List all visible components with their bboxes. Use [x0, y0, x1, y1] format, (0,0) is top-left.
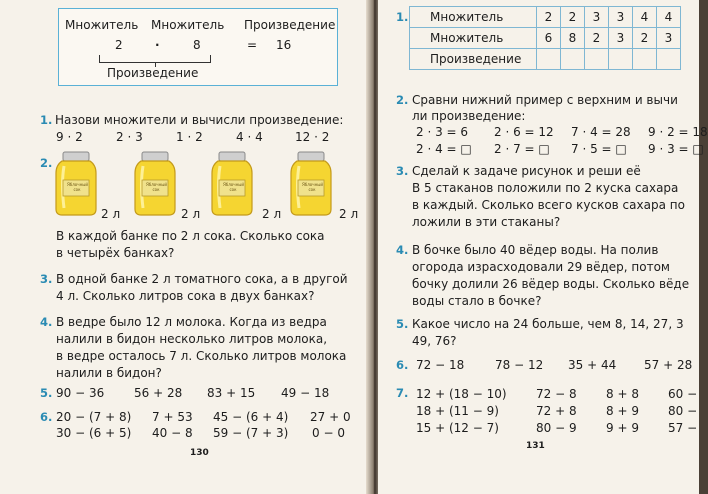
task-5-line: Какое число на 24 больше, чем 8, 14, 27, 3 — [412, 317, 684, 331]
jar-label: Яблочный сок — [67, 182, 88, 192]
task-6-item: 72 − 18 — [416, 358, 465, 372]
task-6-item: 35 + 44 — [568, 358, 617, 372]
task-5-item: 56 + 28 — [134, 386, 183, 400]
task-6-number: 6. — [396, 358, 409, 372]
table-cell: 3 — [609, 28, 633, 49]
jar-volume-label: 2 л — [339, 207, 359, 221]
task-4-line: В бочке было 40 вёдер воды. На полив — [412, 243, 659, 257]
scheme-bracket — [99, 55, 211, 63]
task-3-line: ложили в эти стаканы? — [412, 215, 561, 229]
task-2-item: 9 · 3 = □ — [648, 142, 704, 156]
table-cell: 6 — [537, 28, 561, 49]
task-2-item: 2 · 7 = □ — [494, 142, 550, 156]
task-1-item: 2 · 3 — [116, 130, 143, 144]
task-1-text: Назови множители и вычисли произведение: — [55, 113, 344, 127]
table-cell — [657, 49, 681, 70]
task-2-line: ли произведение: — [412, 109, 526, 123]
table-row — [410, 7, 681, 28]
task-1-item: 1 · 2 — [176, 130, 203, 144]
table-row — [410, 28, 681, 49]
table-cell — [537, 49, 561, 70]
scheme-equals: = — [247, 38, 258, 52]
table-cell: 8 — [561, 28, 585, 49]
page-number-left: 130 — [190, 448, 209, 458]
table-cell: 2 — [561, 7, 585, 28]
task-4-line: налили в бидон? — [56, 366, 162, 380]
right-page — [378, 0, 708, 494]
task-4-line: воды стало в бочке? — [412, 294, 542, 308]
task-4-number: 4. — [40, 315, 53, 329]
table-cell: 2 — [585, 28, 609, 49]
task-6-item: 30 − (6 + 5) — [56, 426, 132, 440]
page-number-right: 131 — [526, 441, 545, 451]
jar-volume-label: 2 л — [181, 207, 201, 221]
table-cell — [609, 49, 633, 70]
scheme-factor-label-1: Множитель — [65, 18, 139, 32]
task-2-number: 2. — [396, 93, 409, 107]
jar-volume-label: 2 л — [101, 207, 121, 221]
task-5-number: 5. — [396, 317, 409, 331]
task-2-item: 7 · 4 = 28 — [571, 125, 631, 139]
scheme-factor-label-2: Множитель — [151, 18, 225, 32]
table-cell — [561, 49, 585, 70]
task-2-item: 7 · 5 = □ — [571, 142, 627, 156]
task-3-number: 3. — [40, 272, 53, 286]
task-5-number: 5. — [40, 386, 53, 400]
table-cell: 4 — [633, 7, 657, 28]
table-row-label: Произведение — [410, 49, 537, 70]
task-6-item: 59 − (7 + 3) — [213, 426, 289, 440]
scheme-dot: · — [155, 38, 160, 52]
jar-label: Яблочный сок — [302, 182, 323, 192]
jar-label: Яблочный сок — [146, 182, 167, 192]
task-2-line: в четырёх банках? — [56, 246, 175, 260]
task-7-item: 57 − — [668, 421, 698, 435]
task-5-item: 49 − 18 — [281, 386, 330, 400]
task-5-line: 49, 76? — [412, 334, 457, 348]
task-2-item: 9 · 2 = 18 — [648, 125, 708, 139]
task-2-item: 2 · 4 = □ — [416, 142, 472, 156]
task-1-item: 4 · 4 — [236, 130, 263, 144]
juice-jar — [54, 152, 98, 220]
task-2-number: 2. — [40, 156, 53, 170]
table-cell: 2 — [537, 7, 561, 28]
scheme-result: 16 — [276, 38, 292, 52]
table-cell — [585, 49, 609, 70]
table-cell: 3 — [585, 7, 609, 28]
task-1-item: 9 · 2 — [56, 130, 83, 144]
task-7-item: 80 − — [668, 404, 698, 418]
table-row-label: Множитель — [410, 7, 537, 28]
table-cell: 3 — [609, 7, 633, 28]
task-7-item: 72 − 8 — [536, 387, 577, 401]
task-6-item: 78 − 12 — [495, 358, 544, 372]
task-6-item: 20 − (7 + 8) — [56, 410, 132, 424]
juice-jar — [133, 152, 177, 220]
task-6-item: 27 + 0 — [310, 410, 351, 424]
task-7-item: 15 + (12 − 7) — [416, 421, 499, 435]
task-3-number: 3. — [396, 164, 409, 178]
scheme-bottom-label: Произведение — [107, 66, 199, 80]
table-row-label: Множитель — [410, 28, 537, 49]
task-6-item: 40 − 8 — [152, 426, 193, 440]
task-7-number: 7. — [396, 386, 409, 400]
task-7-item: 9 + 9 — [606, 421, 639, 435]
task-4-line: бочку долили 26 вёдер воды. Сколько вёде — [412, 277, 690, 291]
task-2-line: В каждой банке по 2 л сока. Сколько сока — [56, 229, 325, 243]
task-6-item: 45 − (6 + 4) — [213, 410, 289, 424]
task-2-line: Сравни нижний пример с верхним и вычи — [412, 93, 678, 107]
task-7-item: 8 + 8 — [606, 387, 639, 401]
scheme-value-1: 2 — [115, 38, 123, 52]
task-5-item: 83 + 15 — [207, 386, 256, 400]
task-4-line: налили в бидон несколько литров молока, — [56, 332, 328, 346]
task-2-item: 2 · 3 = 6 — [416, 125, 469, 139]
table-cell: 2 — [633, 28, 657, 49]
task-7-item: 80 − 9 — [536, 421, 577, 435]
task-7-item: 8 + 9 — [606, 404, 639, 418]
task-6-item: 7 + 53 — [152, 410, 193, 424]
task-3-line: Сделай к задаче рисунок и реши её — [412, 164, 641, 178]
scheme-value-2: 8 — [193, 38, 201, 52]
task-1-number: 1. — [40, 113, 53, 127]
factor-table — [409, 6, 681, 70]
multiplication-scheme-box — [58, 8, 338, 86]
task-2-item: 2 · 6 = 12 — [494, 125, 554, 139]
task-7-item: 18 + (11 − 9) — [416, 404, 499, 418]
task-6-number: 6. — [40, 410, 53, 424]
juice-jar — [210, 152, 254, 220]
task-1-number: 1. — [396, 10, 409, 24]
task-4-number: 4. — [396, 243, 409, 257]
task-7-item: 12 + (18 − 10) — [416, 387, 507, 401]
task-7-item: 60 − — [668, 387, 698, 401]
task-3-line: 4 л. Сколько литров сока в двух банках? — [56, 289, 315, 303]
table-cell: 3 — [657, 28, 681, 49]
juice-jar — [289, 152, 333, 220]
table-cell: 4 — [657, 7, 681, 28]
task-4-line: В ведре было 12 л молока. Когда из ведра — [56, 315, 327, 329]
task-3-line: В одной банке 2 л томатного сока, а в другой — [56, 272, 348, 286]
task-5-item: 90 − 36 — [56, 386, 105, 400]
jar-label: Яблочный сок — [223, 182, 244, 192]
task-4-line: огорода израсходовали 29 вёдер, потом — [412, 260, 670, 274]
task-3-line: в каждый. Сколько всего кусков сахара по — [412, 198, 685, 212]
task-3-line: В 5 стаканов положили по 2 куска сахара — [412, 181, 679, 195]
task-7-item: 72 + 8 — [536, 404, 577, 418]
jar-volume-label: 2 л — [262, 207, 282, 221]
scheme-product-label: Произведение — [244, 18, 336, 32]
task-6-item: 57 + 28 — [644, 358, 693, 372]
task-6-item: 0 − 0 — [312, 426, 345, 440]
table-cell — [633, 49, 657, 70]
task-4-line: в ведре осталось 7 л. Сколько литров молока — [56, 349, 347, 363]
task-1-item: 12 · 2 — [295, 130, 330, 144]
table-row — [410, 49, 681, 70]
